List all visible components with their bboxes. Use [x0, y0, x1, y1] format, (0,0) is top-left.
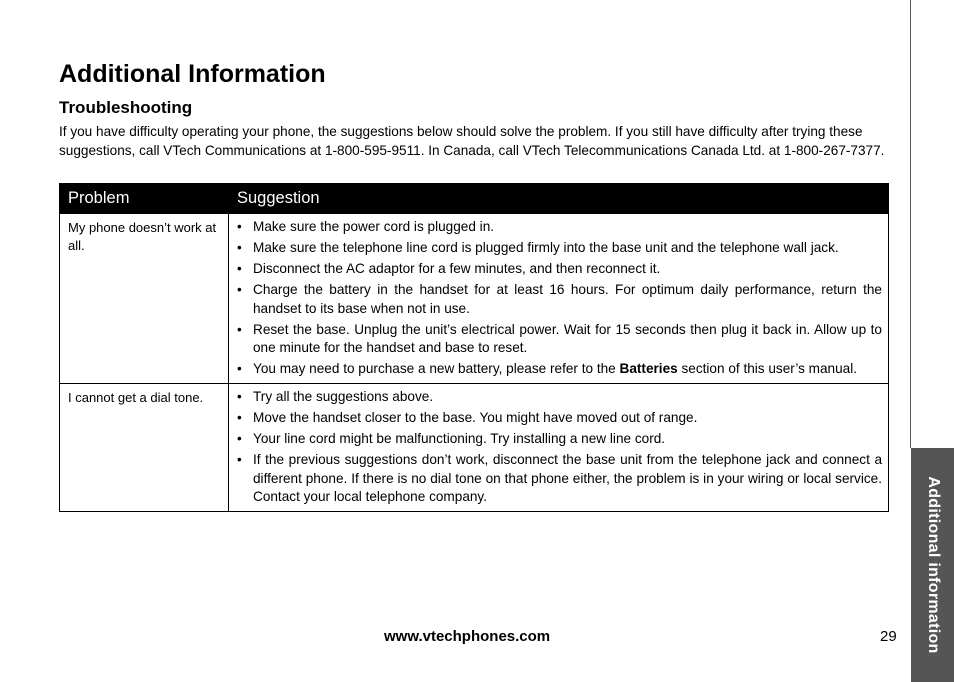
- bullet-icon: •: [237, 410, 242, 425]
- suggestion-item: • Disconnect the AC adaptor for a few minutes, and then reconnect it.: [237, 260, 882, 279]
- bullet-icon: •: [237, 431, 242, 446]
- table-row: [60, 384, 889, 512]
- table-row: [60, 214, 889, 384]
- bullet-icon: •: [237, 361, 242, 376]
- troubleshooting-table: [59, 183, 889, 512]
- batteries-reference: Batteries: [619, 361, 678, 376]
- suggestion-item: • Try all the suggestions above.: [237, 388, 882, 407]
- table-header-row: [60, 184, 889, 214]
- problem-cell: My phone doesn’t work at all.: [60, 214, 229, 384]
- bullet-icon: •: [237, 452, 242, 467]
- bullet-icon: •: [237, 389, 242, 404]
- bullet-icon: •: [237, 240, 242, 255]
- page-title: Additional Information: [59, 60, 326, 88]
- bullet-icon: •: [237, 282, 242, 297]
- suggestion-item: • If the previous suggestions don’t work, disconnect the base unit from the telephone jack and connect a different phone. If there is no dial tone on that phone either, the problem is in your wiring or local service. Contact your local telephone company.: [237, 452, 882, 504]
- bullet-icon: •: [237, 219, 242, 234]
- footer-url-link[interactable]: www.vtechphones.com: [384, 628, 551, 645]
- suggestion-item: • Reset the base. Unplug the unit’s electrical power. Wait for 15 seconds then plug it back in. Allow up to one minute for the handset and base to reset.: [237, 321, 882, 355]
- suggestion-item: • Charge the battery in the handset for at least 16 hours. For optimum daily performance, return the handset to its base when not in use.: [237, 282, 882, 316]
- bullet-icon: •: [237, 321, 242, 337]
- side-section-tab: [911, 448, 954, 682]
- suggestion-list: [237, 218, 882, 379]
- problem-cell: I cannot get a dial tone.: [60, 384, 229, 512]
- suggestion-item: • Move the handset closer to the base. You might have moved out of range.: [237, 409, 882, 428]
- suggestion-text: You may need to purchase a new battery, please refer to the: [253, 361, 620, 376]
- page-number: 29: [880, 628, 897, 645]
- suggestion-cell: [229, 214, 889, 384]
- side-tab-label: Additional information: [924, 476, 942, 654]
- section-title: Troubleshooting: [59, 98, 193, 117]
- column-header-problem: Problem: [60, 184, 229, 214]
- column-header-suggestion: Suggestion: [229, 184, 889, 214]
- margin-rule: [910, 0, 911, 448]
- suggestion-item: • Make sure the power cord is plugged in.: [237, 218, 882, 237]
- suggestion-item: [237, 360, 882, 379]
- suggestion-item: • Your line cord might be malfunctioning. Try installing a new line cord.: [237, 430, 882, 449]
- bullet-icon: •: [237, 261, 242, 276]
- suggestion-cell: [229, 384, 889, 512]
- suggestion-text: section of this user’s manual.: [677, 361, 858, 376]
- suggestion-list: [237, 388, 882, 507]
- suggestion-item: • Make sure the telephone line cord is plugged firmly into the base unit and the telephone wall jack.: [237, 239, 882, 258]
- intro-paragraph: If you have difficulty operating your phone, the suggestions below should solve the problem. If you still have difficulty after trying these suggestions, call VTech Communications at 1-800-595-9511. In Canada, call VTech Telecommunications Canada Ltd. at 1-800-267-7377.: [59, 124, 885, 158]
